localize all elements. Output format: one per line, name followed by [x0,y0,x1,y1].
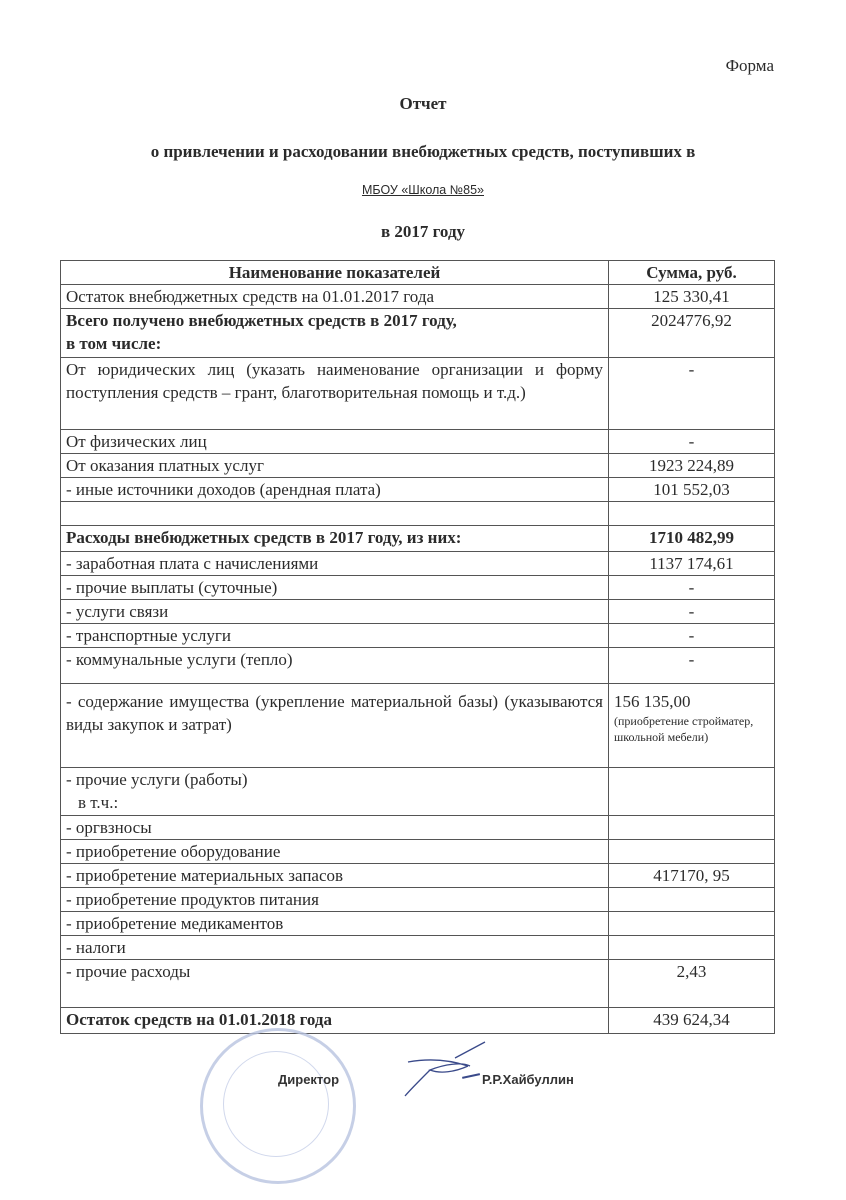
row-value: 156 135,00 [614,692,691,711]
row-value: - [609,600,775,624]
row-value: - [609,358,775,430]
row-label [61,768,609,816]
row-label [61,502,609,526]
row-label [61,309,609,358]
row-value [609,816,775,840]
table-row [61,624,775,648]
table-header-row [61,261,775,285]
signature-name: Р.Р.Хайбуллин [482,1072,574,1087]
row-value: 1923 224,89 [609,454,775,478]
table-row [61,864,775,888]
row-label: - приобретение продуктов питания [61,888,609,912]
row-value: 439 624,34 [609,1008,775,1034]
row-label-line: в том числе: [66,334,162,353]
row-label: - прочие выплаты (суточные) [61,576,609,600]
form-label: Форма [725,56,774,75]
row-label: - оргвзносы [61,816,609,840]
row-label: Остаток средств на 01.01.2018 года [61,1008,609,1034]
row-value: 1710 482,99 [609,526,775,552]
table-row [61,454,775,478]
table-row [61,768,775,816]
column-header-amount: Сумма, руб. [609,261,775,285]
row-value: 1137 174,61 [609,552,775,576]
row-label: - коммунальные услуги (тепло) [61,648,609,684]
row-label: От физических лиц [61,430,609,454]
table-row [61,576,775,600]
row-value-cell [609,684,775,768]
row-label: - транспортные услуги [61,624,609,648]
table-row [61,309,775,358]
table-row [61,840,775,864]
row-value [609,936,775,960]
table-row [61,648,775,684]
row-value: 2,43 [609,960,775,1008]
report-period: в 2017 году [380,222,466,241]
table-row [61,936,775,960]
row-label: - содержание имущества (укрепление материальной базы) (указываются виды закупок и затрат) [61,684,609,768]
table-row [61,912,775,936]
row-label-line: Всего получено внебюджетных средств в 2017 году, [66,311,457,330]
row-label: - иные источники доходов (арендная плата) [61,478,609,502]
row-value: 417170, 95 [609,864,775,888]
row-value: - [609,624,775,648]
row-label: - прочие расходы [61,960,609,1008]
table-row [61,358,775,430]
handwritten-signature-icon [400,1040,490,1100]
report-subtitle: о привлечении и расходовании внебюджетных средств, поступивших в [150,142,696,161]
signature-position: Директор [278,1072,340,1087]
table-row-empty [61,502,775,526]
row-value-note: (приобретение стройматер, школьной мебели) [614,714,754,744]
row-label: Остаток внебюджетных средств на 01.01.2017 года [61,285,609,309]
row-value: - [609,648,775,684]
table-row [61,816,775,840]
row-value [609,888,775,912]
row-value: - [609,576,775,600]
row-label: - приобретение медикаментов [61,912,609,936]
row-label: - налоги [61,936,609,960]
table-row [61,526,775,552]
row-label-line: в т.ч.: [78,793,119,812]
row-value [609,768,775,816]
table-row [61,552,775,576]
row-value [609,502,775,526]
table-row [61,285,775,309]
row-value [609,840,775,864]
row-label: - приобретение оборудование [61,840,609,864]
row-value: 125 330,41 [609,285,775,309]
row-label-line: - прочие услуги (работы) [66,770,248,789]
report-table [60,260,775,1034]
table-row [61,684,775,768]
column-header-indicator: Наименование показателей [61,261,609,285]
row-value: - [609,430,775,454]
row-value [609,912,775,936]
row-label: - услуги связи [61,600,609,624]
table-row [61,430,775,454]
table-row [61,960,775,1008]
row-label: - заработная плата с начислениями [61,552,609,576]
row-label: - приобретение материальных запасов [61,864,609,888]
row-label: Расходы внебюджетных средств в 2017 году, из них: [61,526,609,552]
table-row [61,600,775,624]
stamp-inner-ring [223,1051,329,1157]
row-value: 101 552,03 [609,478,775,502]
row-label: От юридических лиц (указать наименование организации и форму поступления средств – грант, благотворительная помощь и т.д.) [61,358,609,430]
organization-name: МБОУ «Школа №85» [361,183,484,197]
table-row [61,1008,775,1034]
table-row [61,478,775,502]
row-label: От оказания платных услуг [61,454,609,478]
official-stamp [200,1028,356,1184]
row-value: 2024776,92 [609,309,775,358]
report-title: Отчет [399,94,447,113]
table-row [61,888,775,912]
